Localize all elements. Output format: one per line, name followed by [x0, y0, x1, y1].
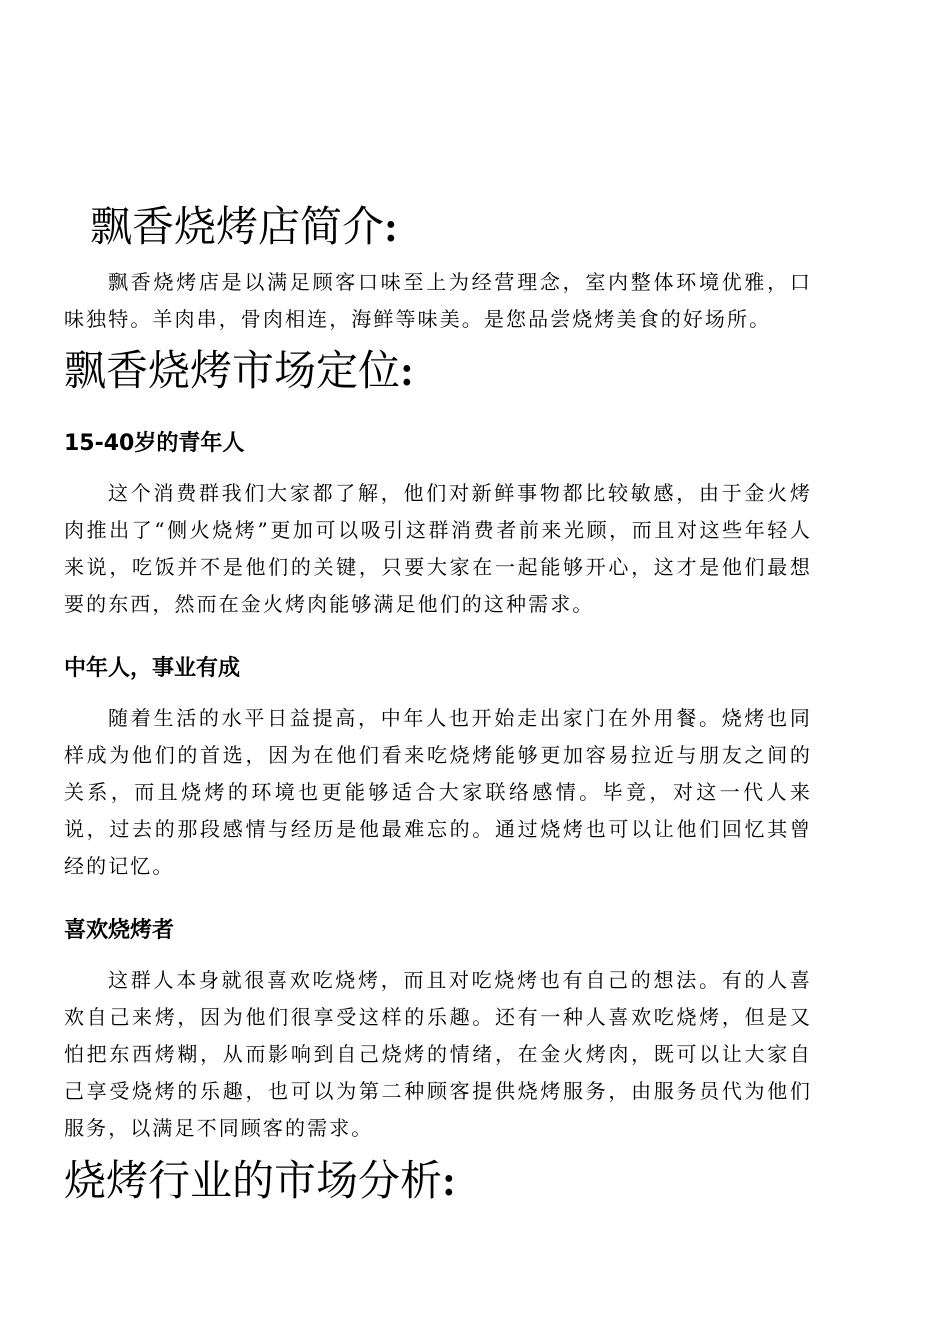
segment-paragraph-middle-aged: 随着生活的水平日益提高，中年人也开始走出家门在外用餐。烧烤也同样成为他们的首选，因为在他们看来吃烧烤能够更加容易拉近与朋友之间的关系，而且烧烤的环境也更能够适合大家联络感情。毕竟，对这一代人来说，过去的那段感情与经历是他最难忘的。通过烧烤也可以让他们回忆其曾经的记忆。: [64, 706, 812, 878]
heading-intro-text: 飘香烧烤店简介: [90, 202, 385, 251]
heading-intro-colon: :: [384, 205, 399, 251]
intro-paragraph: 飘香烧烤店是以满足顾客口味至上为经营理念，室内整体环境优雅，口味独特。羊肉串，骨肉相连，海鲜等味美。是您品尝烧烤美食的好场所。: [64, 270, 812, 331]
segment-title-middle-aged: 中年人，事业有成: [64, 656, 241, 681]
heading-analysis: [64, 1156, 456, 1207]
heading-positioning-text: 飘香烧烤市场定位: [64, 346, 401, 395]
segment-paragraph-bbq-lovers: 这群人本身就很喜欢吃烧烤，而且对吃烧烤也有自己的想法。有的人喜欢自己来烤，因为他们很享受这样的乐趣。还有一种人喜欢吃烧烤，但是又怕把东西烤糊，从而影响到自己烧烤的情绪，在金火烤肉，既可以让大家自己享受烧烤的乐趣，也可以为第二种顾客提供烧烤服务，由服务员代为他们服务，以满足不同顾客的需求。: [64, 968, 812, 1140]
segment-title-bbq-lovers: 喜欢烧烤者: [64, 918, 175, 943]
heading-analysis-colon: :: [442, 1159, 457, 1205]
heading-positioning: [64, 346, 414, 397]
heading-intro: [90, 202, 398, 253]
heading-positioning-colon: :: [400, 349, 415, 395]
heading-analysis-text: 烧烤行业的市场分析: [64, 1156, 443, 1205]
segment-paragraph-youth: 这个消费群我们大家都了解，他们对新鲜事物都比较敏感，由于金火烤肉推出了“侧火烧烤”更加可以吸引这群消费者前来光顾，而且对这些年轻人来说，吃饭并不是他们的关键，只要大家在一起能够开心，这才是他们最想要的东西，然而在金火烤肉能够满足他们的这种需求。: [64, 481, 812, 616]
segment-title-youth: 15-40岁的青年人: [64, 431, 245, 456]
